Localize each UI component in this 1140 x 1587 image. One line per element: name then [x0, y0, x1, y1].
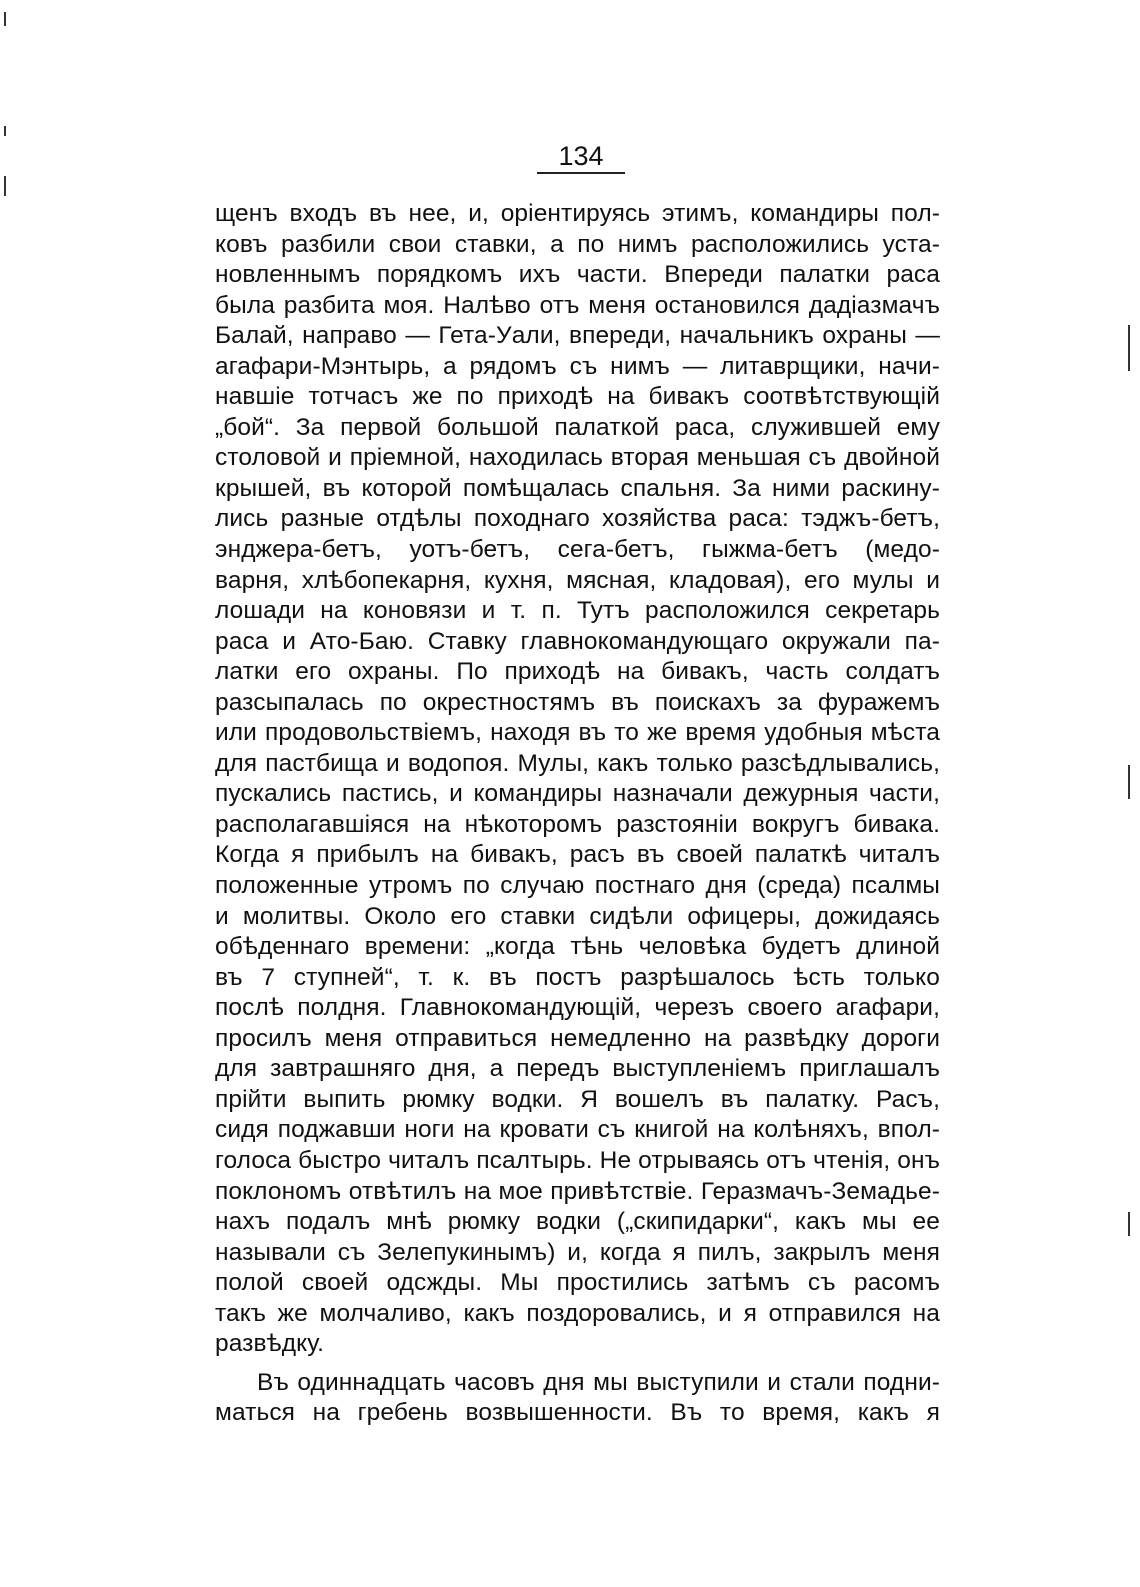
text-line: энджера-бетъ, уотъ-бетъ, сега-бетъ, гыжма-бетъ (медо- [215, 536, 940, 564]
text-line: поклономъ отвѣтилъ на мое привѣтствіе. Геразмачъ-Земадье- [215, 1177, 940, 1205]
page-number-underline [537, 172, 625, 174]
text-line: или продовольствіемъ, находя въ то же время удобныя мѣста [215, 719, 940, 747]
text-line: столовой и пріемной, находилась вторая меньшая съ двойной [215, 444, 940, 472]
text-line: навшіе тотчасъ же по приходѣ на бивакъ соотвѣтствующій [215, 383, 940, 411]
text-line: голоса быстро читалъ псалтырь. Не отрываясь отъ чтенія, онъ [215, 1146, 940, 1174]
text-line: разсыпалась по окрестностямъ въ поискахъ за фуражемъ [215, 688, 940, 716]
text-line: называли съ Зелепукинымъ) и, когда я пилъ, закрылъ меня [215, 1238, 940, 1266]
text-line: нахъ подалъ мнѣ рюмку водки („скипидарки“, какъ мы ее [215, 1208, 940, 1236]
text-line: лись разные отдѣлы походнаго хозяйства раса: тэджъ-бетъ, [215, 505, 940, 533]
text-line: латки его охраны. По приходѣ на бивакъ, часть солдатъ [215, 658, 940, 686]
text-line: обѣденнаго времени: „когда тѣнь человѣка будетъ длиной [215, 933, 940, 961]
text-line: была разбита моя. Налѣво отъ меня остановился дадіазмачъ [215, 291, 940, 319]
text-line: прійти выпить рюмку водки. Я вошелъ въ палатку. Расъ, [215, 1085, 940, 1113]
text-line: ковъ разбили свои ставки, а по нимъ расположились уста- [215, 230, 940, 258]
text-line: Балай, направо — Гета-Уали, впереди, начальникъ охраны — [215, 322, 940, 350]
text-line: маться на гребень возвышенности. Въ то время, какъ я [215, 1399, 940, 1427]
text-line: просилъ меня отправиться немедленно на развѣдку дороги [215, 1024, 940, 1052]
scan-edge-mark [1128, 1212, 1130, 1236]
paragraph-gap [215, 1360, 940, 1368]
text-line: полой своей одсжды. Мы простились затѣмъ съ расомъ [215, 1269, 940, 1297]
text-line: лошади на коновязи и т. п. Тутъ расположился секретарь [215, 597, 940, 625]
text-line: въ 7 ступней“, т. к. въ постъ разрѣшалось ѣсть только [215, 963, 940, 991]
text-line: развѣдку. [215, 1330, 325, 1358]
text-line: такъ же молчаливо, какъ поздоровались, и я отправился на [215, 1299, 940, 1327]
text-line: „бой“. За первой большой палаткой раса, служившей ему [215, 413, 940, 441]
text-line: и молитвы. Около его ставки сидѣли офицеры, дожидаясь [215, 902, 940, 930]
paragraph [215, 1368, 940, 1429]
text-line: варня, хлѣбопекарня, кухня, мясная, кладовая), его мулы и [215, 566, 940, 594]
body-text [215, 199, 940, 1429]
text-line: пускались пастись, и командиры назначали дежурныя части, [215, 780, 940, 808]
scan-edge-mark [4, 126, 6, 136]
text-line: послѣ полдня. Главнокомандующій, черезъ своего агафари, [215, 994, 940, 1022]
scan-edge-mark [4, 176, 6, 196]
text-line: агафари-Мэнтырь, а рядомъ съ нимъ — литаврщики, начи- [215, 352, 940, 380]
text-line: крышей, въ которой помѣщалась спальня. За ними раскину- [215, 474, 940, 502]
paragraph [215, 199, 940, 1360]
scan-edge-mark [4, 12, 6, 26]
scan-edge-mark [1128, 325, 1130, 371]
text-line: раса и Ато-Баю. Ставку главнокомандующаго окружали па- [215, 627, 940, 655]
text-line: сидя поджавши ноги на кровати съ книгой на колѣняхъ, впол- [215, 1116, 940, 1144]
text-line: положенные утромъ по случаю постнаго дня (среда) псалмы [215, 872, 940, 900]
text-line: располагавшіяся на нѣкоторомъ разстояніи вокругъ бивака. [215, 810, 940, 838]
text-line: Когда я прибылъ на бивакъ, расъ въ своей палаткѣ читалъ [215, 841, 940, 869]
text-line: для завтрашняго дня, а передъ выступленіемъ приглашалъ [215, 1055, 940, 1083]
text-line: Въ одиннадцать часовъ дня мы выступили и стали подни- [257, 1368, 940, 1396]
text-line: для пастбища и водопоя. Мулы, какъ только разсѣдлывались, [215, 749, 940, 777]
page-number: 134 [558, 141, 604, 171]
text-line: новленнымъ порядкомъ ихъ части. Впереди палатки раса [215, 261, 940, 289]
text-line: щенъ входъ въ нее, и, оріентируясь этимъ, командиры пол- [215, 200, 940, 227]
scan-edge-mark [1128, 765, 1130, 799]
